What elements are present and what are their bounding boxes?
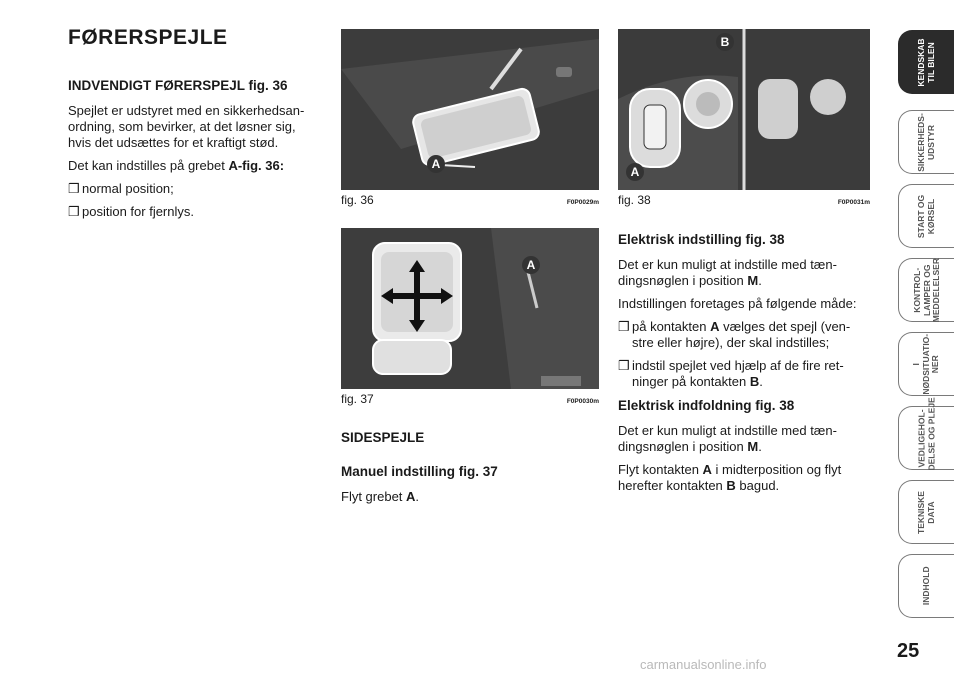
checkbox-bullet-icon: ❒ <box>618 319 630 334</box>
subheading: Elektrisk indstilling fig. 38 <box>618 232 785 247</box>
label-a-marker: A <box>626 163 644 181</box>
figure-37-image <box>341 228 599 389</box>
tab-tekniske-data[interactable]: TEKNISKE DATA <box>898 480 954 544</box>
section-heading: INDVENDIGT FØRERSPEJL fig. 36 <box>68 78 288 93</box>
checkbox-bullet-icon: ❒ <box>618 358 630 373</box>
mirror-switch-illustration <box>618 29 870 190</box>
figure-38-caption: fig. 38 F0P0031m <box>618 193 870 207</box>
column-electric-adjustment <box>618 232 870 501</box>
label-b-marker: B <box>716 33 734 51</box>
paragraph: Spejlet er udstyret med en sikkerhedsan-ordning, som bevirker, at det løsner sig, hvis det udsættes for et kraftigt stød. <box>68 103 305 150</box>
paragraph: Det er kun muligt at indstille med tæn-dingsnøglen i position M. <box>618 257 837 288</box>
tab-vedligeholdelse[interactable]: VEDLIGEHOL- DELSE OG PLEJE <box>898 406 954 470</box>
checkbox-bullet-icon: ❒ <box>68 204 80 219</box>
figure-37-caption: fig. 37 F0P0030m <box>341 392 599 406</box>
column-side-mirrors <box>341 430 599 512</box>
bullet-item: ❒ position for fjernlys. <box>68 204 194 219</box>
subheading: Elektrisk indfoldning fig. 38 <box>618 398 795 413</box>
tab-kontrollamper[interactable]: KONTROL- LAMPER OG MEDDELELSER <box>898 258 954 322</box>
figure-38-image <box>618 29 870 190</box>
subheading: Manuel indstilling fig. 37 <box>341 464 498 479</box>
tab-nodsituationer[interactable]: I NØDSITUATIO- NER <box>898 332 954 396</box>
side-mirror-illustration <box>341 228 599 389</box>
tab-start-og-korsel[interactable]: START OG KØRSEL <box>898 184 954 248</box>
tab-indhold[interactable]: INDHOLD <box>898 554 954 618</box>
figure-36-image <box>341 29 599 190</box>
paragraph: Indstillingen foretages på følgende måde: <box>618 296 857 311</box>
bullet-item: ❒ indstil spejlet ved hjælp af de fire ret-ninger på kontakten B. <box>618 358 844 389</box>
checkbox-bullet-icon: ❒ <box>68 181 80 196</box>
section-heading: SIDESPEJLE <box>341 430 425 445</box>
label-a-marker: A <box>427 155 445 173</box>
label-a-marker: A <box>522 256 540 274</box>
figure-36-caption: fig. 36 F0P0029m <box>341 193 599 207</box>
column-inner-mirror <box>68 78 320 227</box>
page-title: FØRERSPEJLE <box>68 26 228 49</box>
paragraph: Flyt kontakten A i midterposition og flyt herefter kontakten B bagud. <box>618 462 842 493</box>
page-number: 25 <box>897 640 920 662</box>
tab-kendskab-til-bilen[interactable]: KENDSKAB TIL BILEN <box>898 30 954 94</box>
bullet-item: ❒ normal position; <box>68 181 174 196</box>
watermark: carmanualsonline.info <box>640 657 767 672</box>
bullet-item: ❒ på kontakten A vælges det spejl (ven-stre eller højre), der skal indstilles; <box>618 319 851 350</box>
paragraph: Det er kun muligt at indstille med tæn-dingsnøglen i position M. <box>618 423 837 454</box>
paragraph: Flyt grebet A. <box>341 489 420 504</box>
paragraph: Det kan indstilles på grebet A-fig. 36: <box>68 158 285 173</box>
rearview-mirror-illustration <box>341 29 599 190</box>
tab-sikkerhedsudstyr[interactable]: SIKKERHEDS- UDSTYR <box>898 110 954 174</box>
